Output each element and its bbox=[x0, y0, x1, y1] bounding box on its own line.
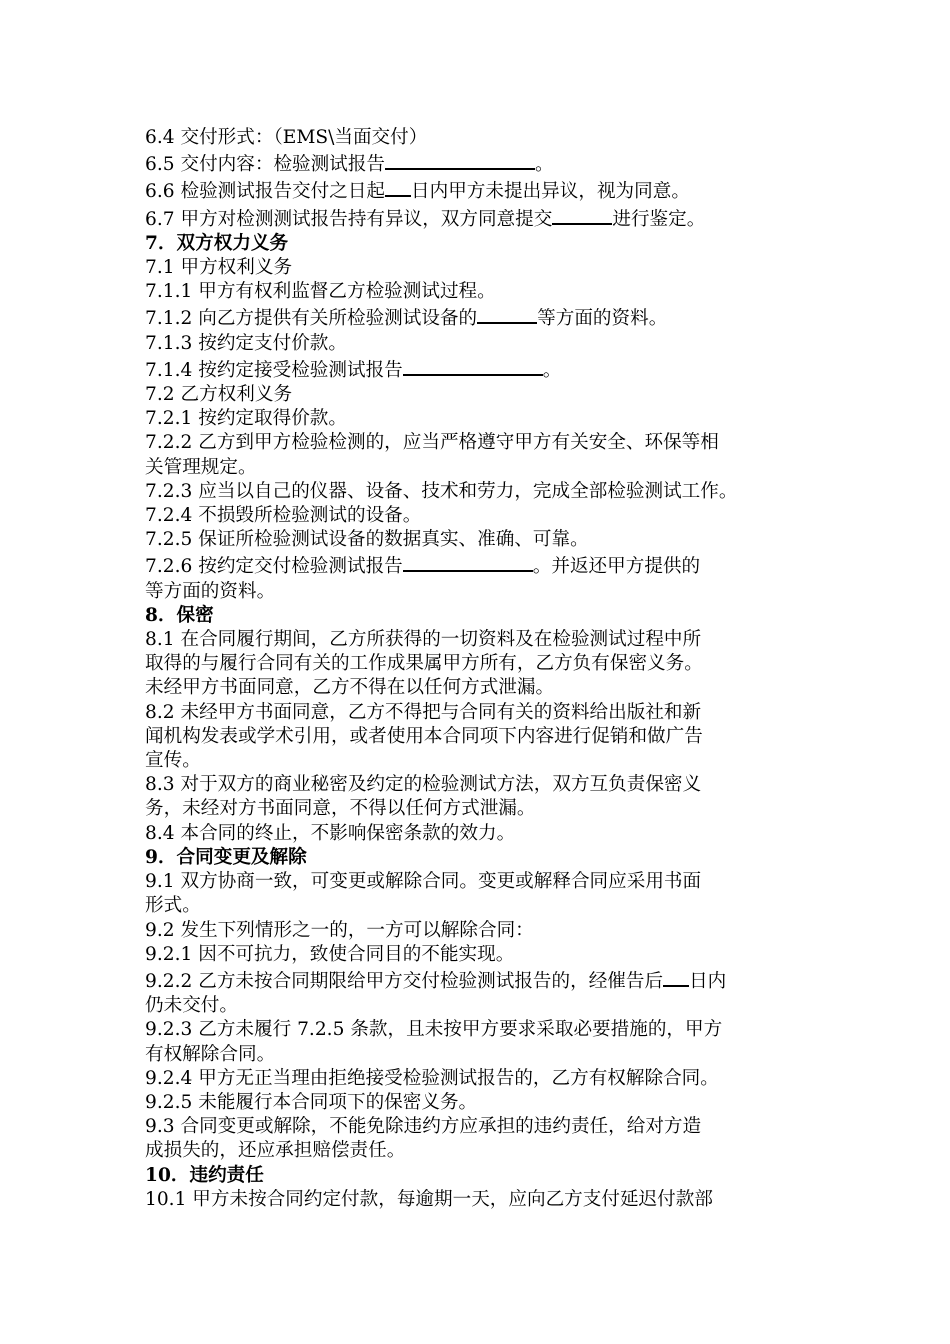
clause-10-1: 10.1 甲方未按合同约定付款，每逾期一天，应向乙方支付延迟付款部 bbox=[145, 1188, 713, 1210]
clause-7-2-5: 7.2.5 保证所检验测试设备的数据真实、准确、可靠。 bbox=[145, 529, 589, 551]
clause-7-2-2: 7.2.2 乙方到甲方检验检测的，应当严格遵守甲方有关安全、环保等相 bbox=[145, 432, 719, 454]
blank-line bbox=[403, 356, 543, 376]
clause-7-2-4: 7.2.4 不损毁所检验测试的设备。 bbox=[145, 505, 422, 527]
clause-9-2-3: 9.2.3 乙方未履行 7.2.5 条款，且未按甲方要求采取必要措施的，甲方 bbox=[145, 1019, 723, 1041]
section-heading-10: 10．违约责任 bbox=[145, 1164, 264, 1186]
clause-7-2-3: 7.2.3 应当以自己的仪器、设备、技术和劳力，完成全部检验测试工作。 bbox=[145, 480, 738, 502]
clause-9-2-1: 9.2.1 因不可抗力，致使合同目的不能实现。 bbox=[145, 943, 515, 965]
blank-line bbox=[477, 304, 537, 324]
clause-7-2-2-cont: 关管理规定。 bbox=[145, 456, 257, 478]
section-heading-8: 8．保密 bbox=[145, 604, 214, 626]
clause-6-7: 6.7 甲方对检测测试报告持有异议，双方同意提交 进行鉴定。 bbox=[145, 205, 807, 232]
clause-9-2-5: 9.2.5 未能履行本合同项下的保密义务。 bbox=[145, 1091, 478, 1113]
clause-7-1: 7.1 甲方权利义务 bbox=[145, 257, 293, 279]
clause-8-2-cont: 闻机构发表或学术引用，或者使用本合同项下内容进行促销和做广告 bbox=[145, 725, 703, 747]
clause-8-3-cont: 务，未经对方书面同意，不得以任何方式泄漏。 bbox=[145, 798, 536, 820]
clause-7-1-3: 7.1.3 按约定支付价款。 bbox=[145, 332, 347, 354]
clause-9-2-4: 9.2.4 甲方无正当理由拒绝接受检验测试报告的，乙方有权解除合同。 bbox=[145, 1067, 719, 1089]
clause-9-3-cont: 成损失的，还应承担赔偿责任。 bbox=[145, 1140, 406, 1162]
clause-9-1-cont: 形式。 bbox=[145, 895, 201, 917]
clause-9-1: 9.1 双方协商一致，可变更或解除合同。变更或解释合同应采用书面 bbox=[145, 871, 702, 893]
clause-7-1-4: 7.1.4 按约定接受检验测试报告 。 bbox=[145, 356, 807, 383]
clause-7-2-1: 7.2.1 按约定取得价款。 bbox=[145, 408, 347, 430]
clause-8-2: 8.2 未经甲方书面同意，乙方不得把与合同有关的资料给出版社和新 bbox=[145, 701, 702, 723]
blank-line bbox=[403, 552, 533, 572]
clause-7-2: 7.2 乙方权利义务 bbox=[145, 384, 293, 406]
clause-8-1: 8.1 在合同履行期间，乙方所获得的一切资料及在检验测试过程中所 bbox=[145, 629, 702, 651]
document-page bbox=[145, 126, 807, 1212]
section-heading-7: 7．双方权力义务 bbox=[145, 232, 289, 254]
clause-9-2-2: 9.2.2 乙方未按合同期限给甲方交付检验测试报告的，经催告后 日内 bbox=[145, 967, 807, 994]
clause-9-2-2-cont: 仍未交付。 bbox=[145, 995, 238, 1017]
blank-line bbox=[385, 150, 535, 170]
clause-6-4: 6.4 交付形式：（EMS\当面交付） bbox=[145, 127, 428, 148]
clause-7-1-1: 7.1.1 甲方有权利监督乙方检验测试过程。 bbox=[145, 281, 496, 303]
clause-6-6: 6.6 检验测试报告交付之日起 日内甲方未提出异议，视为同意。 bbox=[145, 177, 807, 204]
section-heading-9: 9．合同变更及解除 bbox=[145, 846, 307, 868]
clause-7-2-6: 7.2.6 按约定交付检验测试报告 。并返还甲方提供的 bbox=[145, 552, 807, 579]
clause-8-1-cont: 未经甲方书面同意，乙方不得在以任何方式泄漏。 bbox=[145, 677, 555, 699]
clause-8-1-cont: 取得的与履行合同有关的工作成果属甲方所有，乙方负有保密义务。 bbox=[145, 653, 703, 675]
clause-6-5: 6.5 交付内容：检验测试报告 。 bbox=[145, 150, 807, 177]
clause-7-2-6-cont: 等方面的资料。 bbox=[145, 580, 276, 602]
clause-9-2: 9.2 发生下列情形之一的，一方可以解除合同： bbox=[145, 919, 534, 941]
blank-line bbox=[385, 177, 411, 197]
blank-line bbox=[663, 967, 689, 987]
clause-9-2-3-cont: 有权解除合同。 bbox=[145, 1043, 276, 1065]
blank-line bbox=[552, 205, 612, 225]
clause-8-3: 8.3 对于双方的商业秘密及约定的检验测试方法，双方互负责保密义 bbox=[145, 774, 702, 796]
clause-9-3: 9.3 合同变更或解除，不能免除违约方应承担的违约责任，给对方造 bbox=[145, 1116, 702, 1138]
clause-8-4: 8.4 本合同的终止，不影响保密条款的效力。 bbox=[145, 822, 516, 844]
clause-7-1-2: 7.1.2 向乙方提供有关所检验测试设备的 等方面的资料。 bbox=[145, 304, 807, 331]
clause-8-2-cont: 宣传。 bbox=[145, 750, 201, 772]
